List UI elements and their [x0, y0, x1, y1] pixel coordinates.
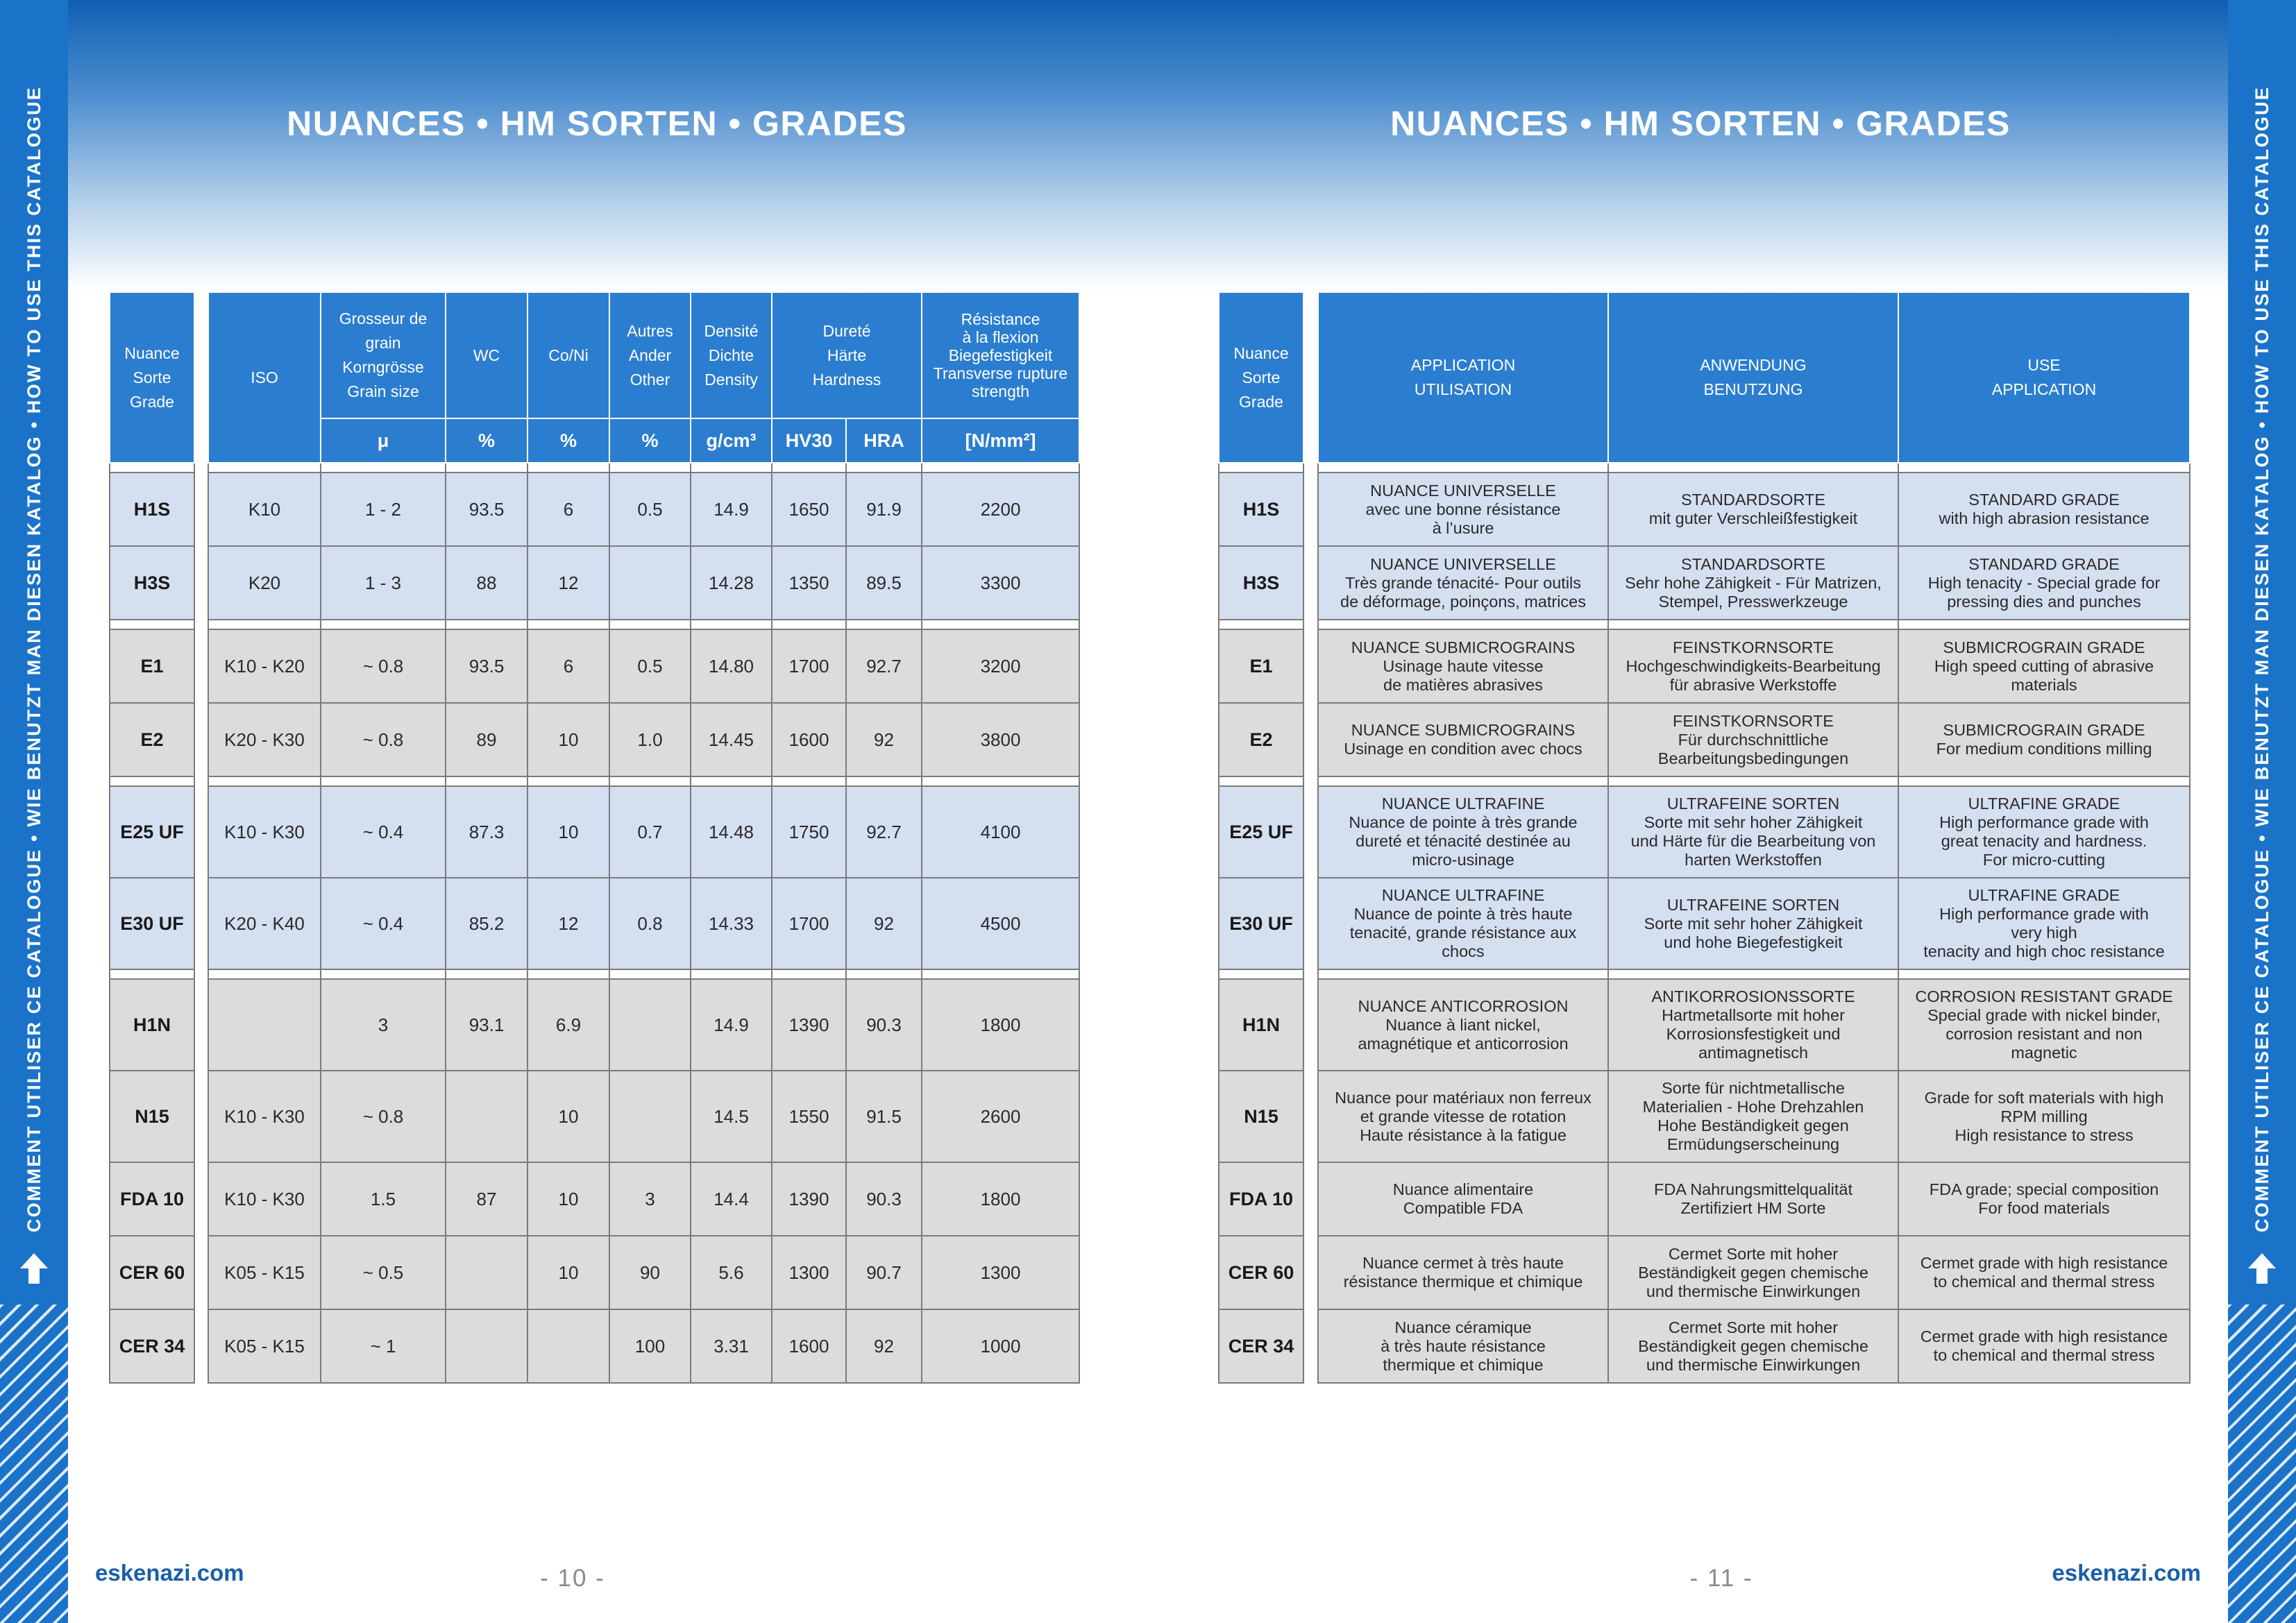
- application-table-block: [1317, 291, 2189, 1384]
- cell-hra: 89.5: [846, 546, 922, 620]
- application-fr: NUANCE SUBMICROGRAINS Usinage en condition avec chocs: [1318, 703, 1608, 776]
- table-row: [1318, 546, 2190, 620]
- application-de: STANDARDSORTE mit guter Verschleißfestigkeit: [1608, 473, 1898, 546]
- hatch-decoration: [2228, 1305, 2296, 1623]
- grade-table: [109, 291, 195, 1384]
- cell-iso: K20: [208, 546, 321, 620]
- cell-hv30: 1550: [772, 1071, 846, 1162]
- grade-name: E25 UF: [1219, 786, 1303, 878]
- cell-density: 14.9: [691, 473, 772, 546]
- cell-flexion: 2200: [922, 473, 1079, 546]
- cell-wc: 93.1: [446, 979, 527, 1071]
- cell-autres: 0.7: [609, 786, 691, 878]
- cell-wc: 93.5: [446, 473, 527, 546]
- cell-grain: ~ 1: [321, 1309, 446, 1383]
- grade-name: CER 34: [110, 1309, 194, 1383]
- grade-name: H1S: [1219, 473, 1303, 546]
- application-en: STANDARD GRADE High tenacity - Special grade for pressing dies and punches: [1898, 546, 2190, 620]
- grade-name: FDA 10: [1219, 1162, 1303, 1236]
- cell-hv30: 1600: [772, 1309, 846, 1383]
- cell-flexion: 4500: [922, 878, 1079, 969]
- cell-hv30: 1390: [772, 1162, 846, 1236]
- cell-hv30: 1390: [772, 979, 846, 1071]
- cell-grain: ~ 0.5: [321, 1236, 446, 1309]
- cell-coni: [527, 1309, 609, 1383]
- cell-grain: 1 - 3: [321, 546, 446, 620]
- application-en: Grade for soft materials with high RPM milling High resistance to stress: [1898, 1071, 2190, 1162]
- cell-hra: 91.5: [846, 1071, 922, 1162]
- grade-name: FDA 10: [110, 1162, 194, 1236]
- table-row: [110, 546, 194, 620]
- cell-autres: 0.5: [609, 473, 691, 546]
- group-separator: [110, 620, 194, 629]
- website-link[interactable]: eskenazi.com: [95, 1560, 244, 1586]
- group-separator: [1219, 969, 1303, 979]
- group-separator: [1219, 463, 1303, 473]
- right-side-strip: [2228, 0, 2296, 1623]
- cell-autres: 100: [609, 1309, 691, 1383]
- table-row: [110, 1162, 194, 1236]
- cell-wc: [446, 1236, 527, 1309]
- application-fr: Nuance céramique à très haute résistance thermique et chimique: [1318, 1309, 1608, 1383]
- grade-name: N15: [1219, 1071, 1303, 1162]
- header-grain-size: Grosseur de grain Korngrösse Grain size: [321, 292, 446, 418]
- cell-density: 14.5: [691, 1071, 772, 1162]
- cell-coni: 12: [527, 546, 609, 620]
- table-row: [208, 1162, 1079, 1236]
- table-row: [1318, 703, 2190, 776]
- cell-iso: K05 - K15: [208, 1309, 321, 1383]
- cell-flexion: 1300: [922, 1236, 1079, 1309]
- header-grade: Nuance Sorte Grade: [1219, 292, 1303, 463]
- cell-hra: 92.7: [846, 629, 922, 703]
- cell-iso: K10 - K30: [208, 786, 321, 878]
- cell-grain: ~ 0.8: [321, 629, 446, 703]
- table-row: [110, 786, 194, 878]
- cell-wc: 88: [446, 546, 527, 620]
- page-number-right: - 11 -: [1689, 1565, 1753, 1592]
- group-separator: [1219, 776, 1303, 786]
- application-en: CORROSION RESISTANT GRADE Special grade with nickel binder, corrosion resistant and non magnetic: [1898, 979, 2190, 1071]
- cell-iso: [208, 979, 321, 1071]
- cell-density: 14.28: [691, 546, 772, 620]
- grade-name: CER 60: [1219, 1236, 1303, 1309]
- cell-hv30: 1350: [772, 546, 846, 620]
- header-application-en: USE APPLICATION: [1898, 292, 2190, 463]
- table-row: [110, 1236, 194, 1309]
- table-row: [1318, 979, 2190, 1071]
- table-row: [110, 878, 194, 969]
- group-separator: [110, 463, 194, 473]
- header-density: Densité Dichte Density: [691, 292, 772, 418]
- application-en: Cermet grade with high resistance to chemical and thermal stress: [1898, 1309, 2190, 1383]
- cell-density: 5.6: [691, 1236, 772, 1309]
- table-row: [1219, 878, 1303, 969]
- grade-column-right: [1218, 291, 1304, 1384]
- cell-coni: 12: [527, 878, 609, 969]
- application-de: ULTRAFEINE SORTEN Sorte mit sehr hoher Zähigkeit und Härte für die Bearbeitung von harten Werkstoffen: [1608, 786, 1898, 878]
- cell-hra: 91.9: [846, 473, 922, 546]
- cell-iso: K10: [208, 473, 321, 546]
- cell-flexion: 1800: [922, 979, 1079, 1071]
- application-fr: Nuance pour matériaux non ferreux et grande vitesse de rotation Haute résistance à la fatigue: [1318, 1071, 1608, 1162]
- table-row: [208, 473, 1079, 546]
- table-row: [208, 1071, 1079, 1162]
- cell-density: 14.33: [691, 878, 772, 969]
- group-separator: [1318, 776, 2190, 786]
- application-fr: NUANCE ULTRAFINE Nuance de pointe à très grande dureté et ténacité destinée au micro-usinage: [1318, 786, 1608, 878]
- application-en: Cermet grade with high resistance to chemical and thermal stress: [1898, 1236, 2190, 1309]
- table-row: [1219, 629, 1303, 703]
- cell-wc: [446, 1071, 527, 1162]
- cell-density: 14.45: [691, 703, 772, 776]
- table-row: [208, 703, 1079, 776]
- table-row: [1219, 1071, 1303, 1162]
- cell-coni: 10: [527, 786, 609, 878]
- table-row: [1318, 786, 2190, 878]
- table-row: [208, 1236, 1079, 1309]
- cell-autres: [609, 546, 691, 620]
- properties-table: [208, 291, 1080, 1384]
- unit-coni-percent: %: [527, 418, 609, 463]
- application-de: STANDARDSORTE Sehr hohe Zähigkeit - Für Matrizen, Stempel, Presswerkzeuge: [1608, 546, 1898, 620]
- cell-flexion: 1800: [922, 1162, 1079, 1236]
- left-side-strip: [0, 0, 68, 1623]
- table-row: [1318, 1309, 2190, 1383]
- table-row: [208, 786, 1079, 878]
- cell-grain: ~ 0.4: [321, 786, 446, 878]
- cell-hra: 90.7: [846, 1236, 922, 1309]
- application-fr: NUANCE ANTICORROSION Nuance à liant nickel, amagnétique et anticorrosion: [1318, 979, 1608, 1071]
- cell-flexion: 3300: [922, 546, 1079, 620]
- table-row: [1318, 878, 2190, 969]
- grade-name: E30 UF: [1219, 878, 1303, 969]
- group-separator: [208, 776, 1079, 786]
- cell-autres: 1.0: [609, 703, 691, 776]
- header-application-de: ANWENDUNG BENUTZUNG: [1608, 292, 1898, 463]
- table-row: [110, 629, 194, 703]
- header-hardness: Dureté Härte Hardness: [772, 292, 922, 418]
- table-row: [110, 979, 194, 1071]
- cell-hv30: 1650: [772, 473, 846, 546]
- grade-name: H1N: [110, 979, 194, 1071]
- application-en: ULTRAFINE GRADE High performance grade with very high tenacity and high choc resistance: [1898, 878, 2190, 969]
- cell-density: 14.4: [691, 1162, 772, 1236]
- group-separator: [110, 969, 194, 979]
- table-row: [110, 1071, 194, 1162]
- cell-grain: 1 - 2: [321, 473, 446, 546]
- grade-name: N15: [110, 1071, 194, 1162]
- cell-iso: K20 - K40: [208, 878, 321, 969]
- table-row: [1318, 1071, 2190, 1162]
- application-fr: NUANCE ULTRAFINE Nuance de pointe à très haute tenacité, grande résistance aux chocs: [1318, 878, 1608, 969]
- table-row: [1219, 703, 1303, 776]
- hatch-decoration: [0, 1305, 68, 1623]
- catalogue-guide-label[interactable]: COMMENT UTILISER CE CATALOGUE • WIE BENUTZT MAN DIESEN KATALOG • HOW TO USE THIS CATALOGUE: [2252, 86, 2272, 1232]
- table-row: [208, 979, 1079, 1071]
- cell-wc: 85.2: [446, 878, 527, 969]
- grade-table: [1218, 291, 1304, 1384]
- grade-name: E2: [1219, 703, 1303, 776]
- grade-name: H3S: [110, 546, 194, 620]
- cell-coni: 10: [527, 703, 609, 776]
- unit-n-mm2: [N/mm²]: [922, 418, 1079, 463]
- table-row: [1219, 473, 1303, 546]
- cell-autres: 0.8: [609, 878, 691, 969]
- application-fr: NUANCE UNIVERSELLE avec une bonne résistance à l’usure: [1318, 473, 1608, 546]
- cell-autres: [609, 1071, 691, 1162]
- table-row: [1318, 629, 2190, 703]
- header-iso: ISO: [208, 292, 321, 463]
- group-separator: [1318, 463, 2190, 473]
- application-de: ULTRAFEINE SORTEN Sorte mit sehr hoher Zähigkeit und hohe Biegefestigkeit: [1608, 878, 1898, 969]
- application-en: ULTRAFINE GRADE High performance grade with great tenacity and hardness. For micro-cutting: [1898, 786, 2190, 878]
- table-row: [1318, 1236, 2190, 1309]
- grade-column-left: [109, 291, 195, 1384]
- application-fr: NUANCE SUBMICROGRAINS Usinage haute vitesse de matières abrasives: [1318, 629, 1608, 703]
- grade-name: H1N: [1219, 979, 1303, 1071]
- table-row: [1219, 1309, 1303, 1383]
- group-separator: [208, 620, 1079, 629]
- table-row: [1318, 1162, 2190, 1236]
- grade-name: H3S: [1219, 546, 1303, 620]
- grade-name: E30 UF: [110, 878, 194, 969]
- application-fr: Nuance alimentaire Compatible FDA: [1318, 1162, 1608, 1236]
- cell-coni: 6: [527, 473, 609, 546]
- cell-hra: 92: [846, 878, 922, 969]
- application-en: STANDARD GRADE with high abrasion resistance: [1898, 473, 2190, 546]
- header-other: Autres Ander Other: [609, 292, 691, 418]
- cell-iso: K10 - K20: [208, 629, 321, 703]
- header-wc: WC: [446, 292, 527, 418]
- cell-hv30: 1700: [772, 878, 846, 969]
- header-transverse-rupture: Résistance à la flexion Biegefestigkeit Transverse rupture strength: [922, 292, 1079, 418]
- website-link[interactable]: eskenazi.com: [2052, 1560, 2201, 1586]
- header-co-ni: Co/Ni: [527, 292, 609, 418]
- cell-hv30: 1700: [772, 629, 846, 703]
- table-row: [208, 546, 1079, 620]
- group-separator: [1219, 620, 1303, 629]
- application-fr: NUANCE UNIVERSELLE Très grande ténacité- Pour outils de déformage, poinçons, matrices: [1318, 546, 1608, 620]
- cell-wc: [446, 1309, 527, 1383]
- unit-hra: HRA: [846, 418, 922, 463]
- cell-wc: 93.5: [446, 629, 527, 703]
- cell-flexion: 2600: [922, 1071, 1079, 1162]
- application-de: FEINSTKORNSORTE Hochgeschwindigkeits-Bearbeitung für abrasive Werkstoffe: [1608, 629, 1898, 703]
- cell-iso: K05 - K15: [208, 1236, 321, 1309]
- table-row: [208, 629, 1079, 703]
- table-row: [208, 1309, 1079, 1383]
- cell-density: 3.31: [691, 1309, 772, 1383]
- catalogue-guide-label[interactable]: COMMENT UTILISER CE CATALOGUE • WIE BENUTZT MAN DIESEN KATALOG • HOW TO USE THIS CATALOGUE: [24, 86, 44, 1232]
- page-number-left: - 10 -: [540, 1565, 605, 1592]
- grade-name: E1: [1219, 629, 1303, 703]
- cell-hv30: 1300: [772, 1236, 846, 1309]
- cell-flexion: 4100: [922, 786, 1079, 878]
- cell-grain: 3: [321, 979, 446, 1071]
- group-separator: [208, 463, 1079, 473]
- cell-wc: 89: [446, 703, 527, 776]
- cell-autres: [609, 979, 691, 1071]
- page-title-right: NUANCES • HM SORTEN • GRADES: [1390, 104, 2011, 143]
- cell-hv30: 1750: [772, 786, 846, 878]
- unit-hv30: HV30: [772, 418, 846, 463]
- grade-name: E25 UF: [110, 786, 194, 878]
- application-de: FDA Nahrungsmittelqualität Zertifiziert HM Sorte: [1608, 1162, 1898, 1236]
- application-fr: Nuance cermet à très haute résistance thermique et chimique: [1318, 1236, 1608, 1309]
- cell-autres: 90: [609, 1236, 691, 1309]
- cell-density: 14.80: [691, 629, 772, 703]
- cell-hra: 92: [846, 1309, 922, 1383]
- cell-autres: 3: [609, 1162, 691, 1236]
- cell-coni: 10: [527, 1162, 609, 1236]
- properties-table-block: [208, 291, 1079, 1384]
- cell-coni: 10: [527, 1071, 609, 1162]
- application-de: Cermet Sorte mit hoher Beständigkeit gegen chemische und thermische Einwirkungen: [1608, 1309, 1898, 1383]
- cell-density: 14.9: [691, 979, 772, 1071]
- cell-flexion: 3800: [922, 703, 1079, 776]
- group-separator: [1318, 969, 2190, 979]
- cell-wc: 87.3: [446, 786, 527, 878]
- table-row: [110, 473, 194, 546]
- cell-density: 14.48: [691, 786, 772, 878]
- group-separator: [110, 776, 194, 786]
- grade-name: CER 60: [110, 1236, 194, 1309]
- cell-hra: 92.7: [846, 786, 922, 878]
- table-row: [110, 703, 194, 776]
- unit-micron: μ: [321, 418, 446, 463]
- table-row: [1219, 546, 1303, 620]
- grade-name: E1: [110, 629, 194, 703]
- page-title-left: NUANCES • HM SORTEN • GRADES: [287, 104, 907, 143]
- table-row: [1318, 473, 2190, 546]
- group-separator: [1318, 620, 2190, 629]
- application-de: ANTIKORROSIONSSORTE Hartmetallsorte mit hoher Korrosionsfestigkeit und antimagnetisch: [1608, 979, 1898, 1071]
- cell-grain: ~ 0.4: [321, 878, 446, 969]
- cell-hra: 92: [846, 703, 922, 776]
- cell-wc: 87: [446, 1162, 527, 1236]
- cell-autres: 0.5: [609, 629, 691, 703]
- cell-flexion: 1000: [922, 1309, 1079, 1383]
- table-row: [208, 878, 1079, 969]
- cell-coni: 10: [527, 1236, 609, 1309]
- header-application-fr: APPLICATION UTILISATION: [1318, 292, 1608, 463]
- application-en: FDA grade; special composition For food materials: [1898, 1162, 2190, 1236]
- grade-name: E2: [110, 703, 194, 776]
- cell-hv30: 1600: [772, 703, 846, 776]
- cell-hra: 90.3: [846, 1162, 922, 1236]
- table-row: [1219, 979, 1303, 1071]
- table-row: [1219, 1162, 1303, 1236]
- cell-coni: 6: [527, 629, 609, 703]
- unit-density: g/cm³: [691, 418, 772, 463]
- cell-grain: ~ 0.8: [321, 1071, 446, 1162]
- application-en: SUBMICROGRAIN GRADE For medium conditions milling: [1898, 703, 2190, 776]
- unit-wc-percent: %: [446, 418, 527, 463]
- cell-iso: K10 - K30: [208, 1162, 321, 1236]
- cell-grain: 1.5: [321, 1162, 446, 1236]
- cell-iso: K20 - K30: [208, 703, 321, 776]
- cell-hra: 90.3: [846, 979, 922, 1071]
- cell-iso: K10 - K30: [208, 1071, 321, 1162]
- application-de: Cermet Sorte mit hoher Beständigkeit gegen chemische und thermische Einwirkungen: [1608, 1236, 1898, 1309]
- grade-name: CER 34: [1219, 1309, 1303, 1383]
- table-row: [1219, 786, 1303, 878]
- grade-name: H1S: [110, 473, 194, 546]
- cell-flexion: 3200: [922, 629, 1079, 703]
- arrow-up-icon[interactable]: [2244, 1250, 2280, 1286]
- application-de: Sorte für nichtmetallische Materialien - Hohe Drehzahlen Hohe Beständigkeit gegen Ermüdungserscheinung: [1608, 1071, 1898, 1162]
- header-grade: Nuance Sorte Grade: [110, 292, 194, 463]
- group-separator: [208, 969, 1079, 979]
- application-de: FEINSTKORNSORTE Für durchschnittliche Bearbeitungsbedingungen: [1608, 703, 1898, 776]
- application-table: [1317, 291, 2191, 1384]
- table-row: [110, 1309, 194, 1383]
- cell-grain: ~ 0.8: [321, 703, 446, 776]
- arrow-up-icon[interactable]: [16, 1250, 52, 1286]
- cell-coni: 6.9: [527, 979, 609, 1071]
- unit-other-percent: %: [609, 418, 691, 463]
- application-en: SUBMICROGRAIN GRADE High speed cutting of abrasive materials: [1898, 629, 2190, 703]
- table-row: [1219, 1236, 1303, 1309]
